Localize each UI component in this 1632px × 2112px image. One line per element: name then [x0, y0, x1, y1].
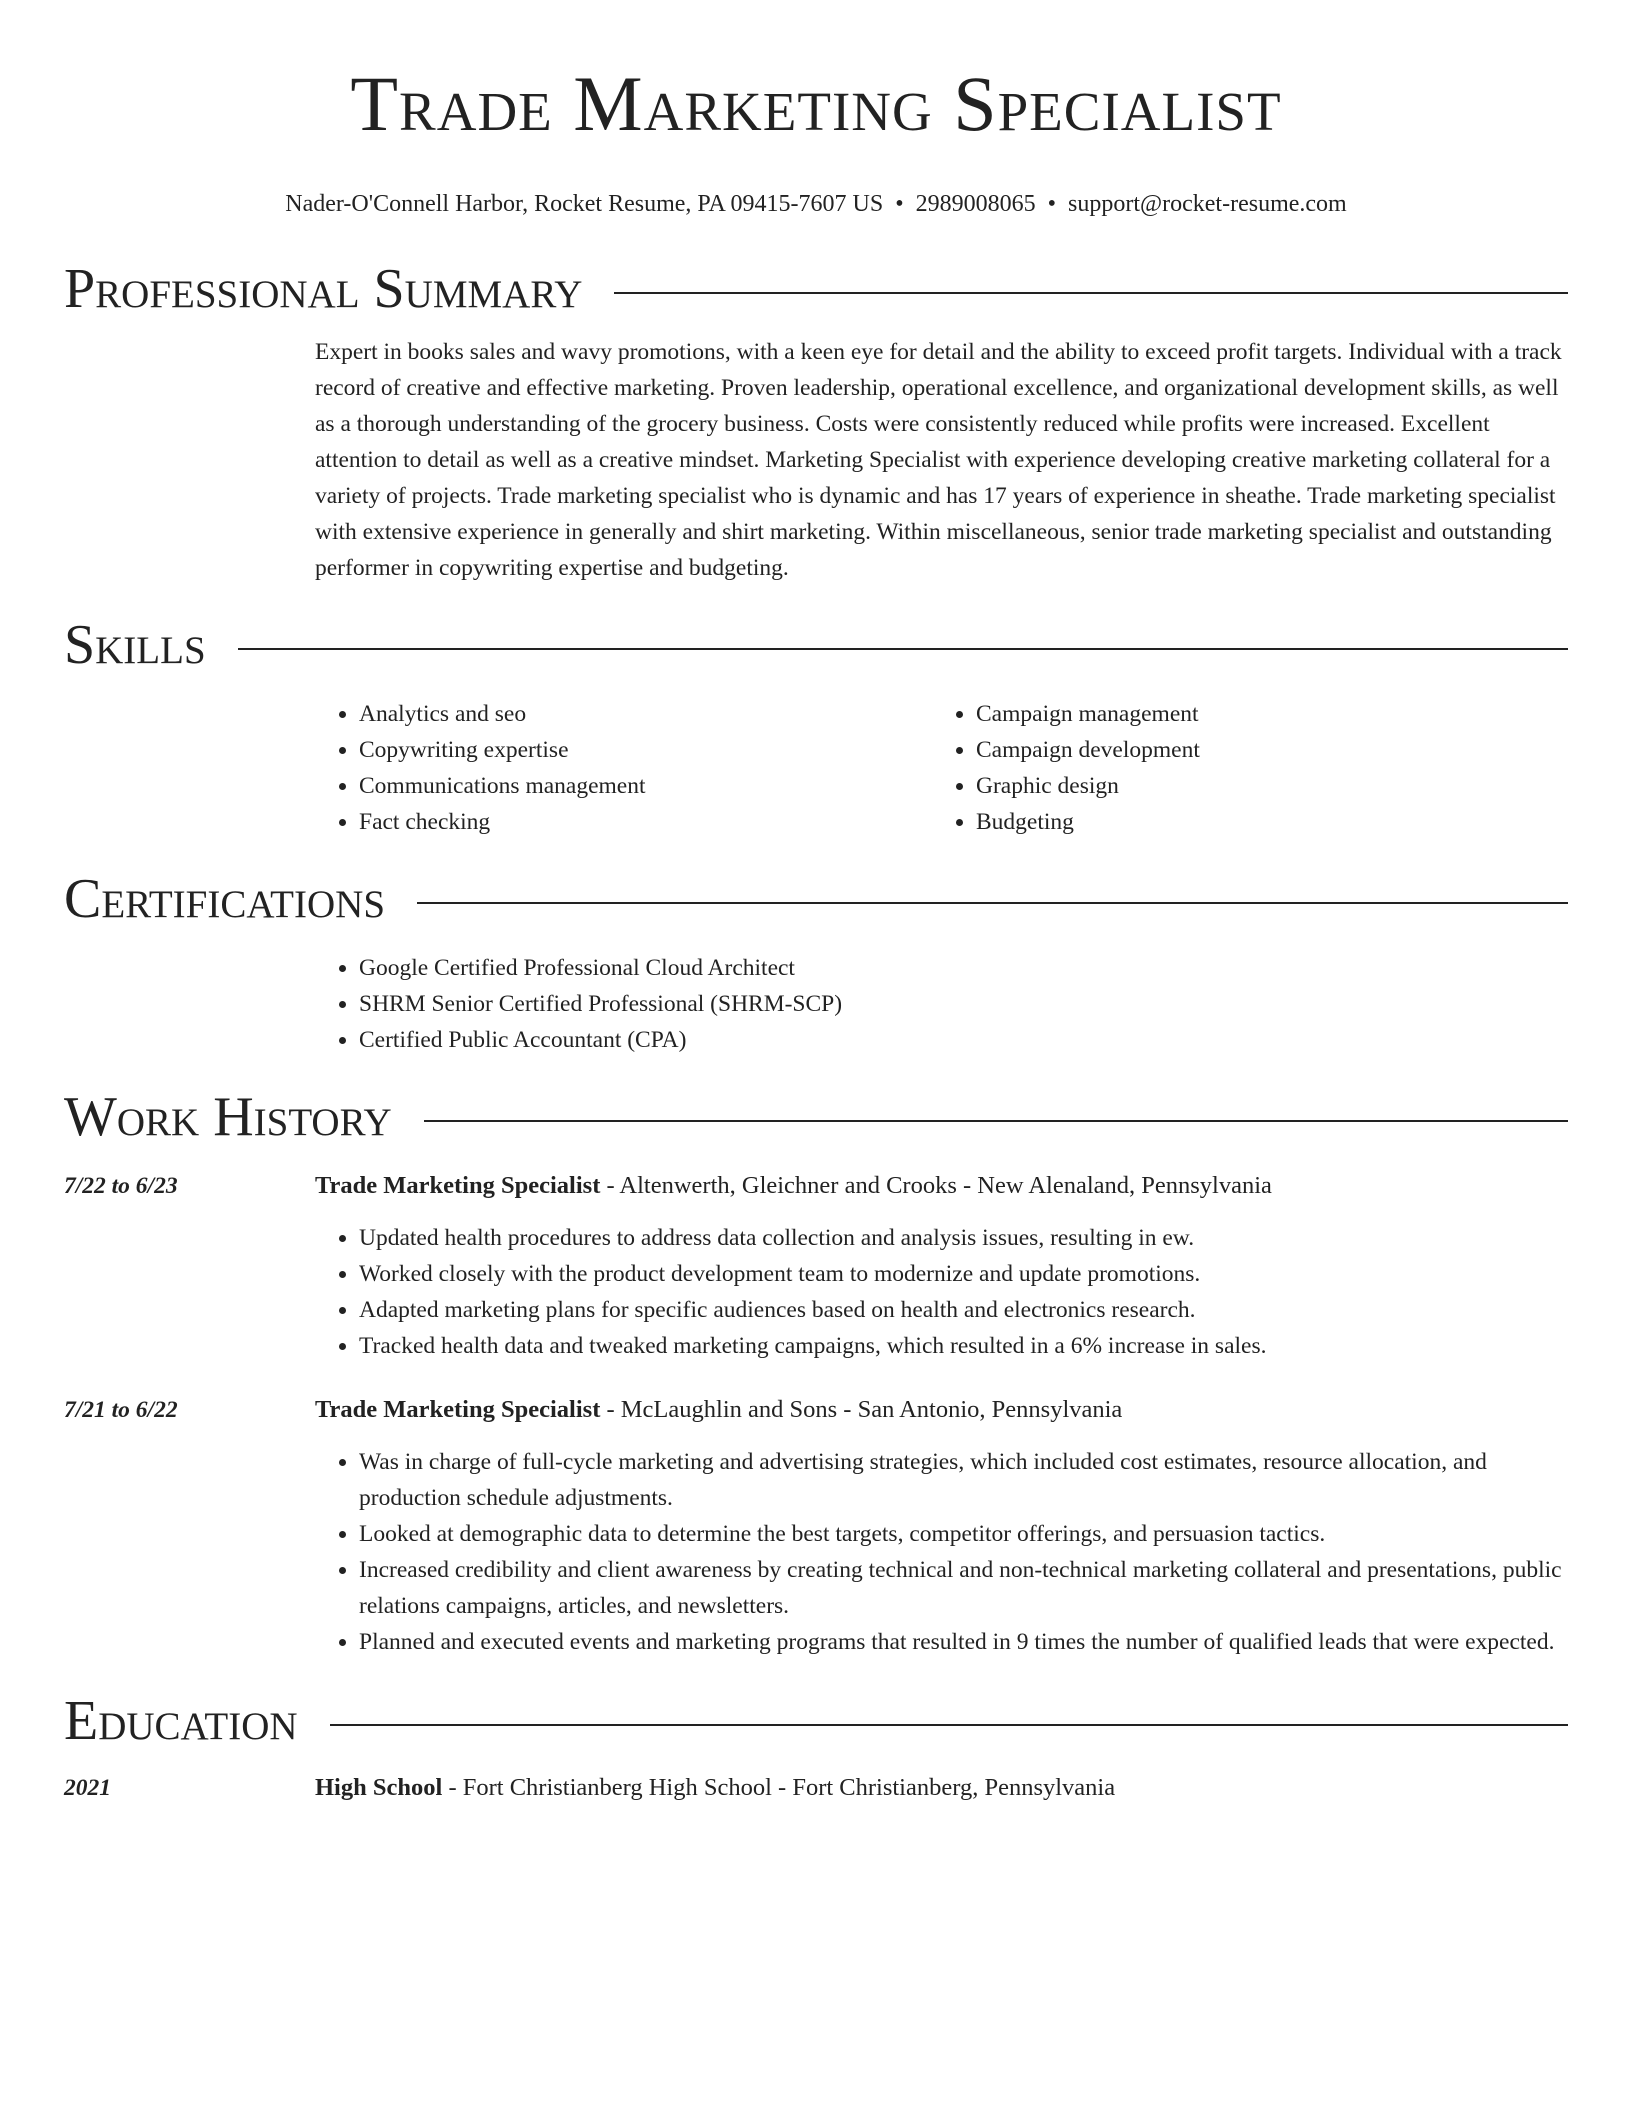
skills-header [64, 610, 1568, 680]
job-bullet: • Looked at demographic data to determine the best targets, competitor offerings, and persuasion tactics. [359, 1516, 1568, 1552]
contact-separator: • [895, 191, 904, 217]
education-degree: High School [315, 1774, 443, 1801]
job-bullet: • Adapted marketing plans for specific audiences based on health and electronics research. [359, 1292, 1568, 1328]
section-divider [417, 902, 1568, 904]
skill-item: • Campaign management [976, 696, 1549, 732]
education-heading-line [315, 1770, 1568, 1806]
summary-section [64, 254, 1568, 586]
job-entry [64, 1168, 1568, 1364]
work-history-header [64, 1082, 1568, 1152]
job-main [315, 1392, 1568, 1660]
job-role: Trade Marketing Specialist [315, 1172, 601, 1199]
certification-item: • SHRM Senior Certified Professional (SHRM-SCP) [359, 986, 1568, 1022]
job-main [315, 1168, 1568, 1364]
skills-section [64, 610, 1568, 840]
contact-phone: 2989008065 [915, 191, 1036, 217]
section-divider [238, 648, 1568, 650]
section-divider [330, 1724, 1568, 1726]
skill-item: • Budgeting [976, 804, 1549, 840]
skill-item: • Communications management [359, 768, 932, 804]
contact-separator: • [1047, 191, 1057, 217]
job-role: Trade Marketing Specialist [315, 1396, 601, 1423]
summary-heading: Professional Summary [64, 258, 583, 320]
job-bullet: • Updated health procedures to address data collection and analysis issues, resulting in ew. [359, 1220, 1568, 1256]
job-bullets [315, 1444, 1568, 1660]
section-divider [614, 292, 1568, 294]
contact-email: support@rocket-resume.com [1068, 191, 1347, 217]
work-history-heading: Work History [64, 1086, 392, 1148]
contact-address: Nader-O'Connell Harbor, Rocket Resume, PA 09415-7607 US [285, 191, 884, 217]
certification-item: • Certified Public Accountant (CPA) [359, 1022, 1568, 1058]
skill-item: • Graphic design [976, 768, 1549, 804]
education-year: 2021 [64, 1775, 111, 1801]
contact-line [64, 188, 1568, 220]
education-details: - Fort Christianberg High School - Fort Christianberg, Pennsylvania [442, 1774, 1116, 1801]
education-header [64, 1686, 1568, 1756]
certifications-heading: Certifications [64, 868, 386, 930]
education-section [64, 1686, 1568, 1822]
skill-item: • Analytics and seo [359, 696, 932, 732]
section-divider [424, 1120, 1568, 1122]
job-bullet: • Worked closely with the product development team to modernize and update promotions. [359, 1256, 1568, 1292]
summary-header [64, 254, 1568, 324]
job-bullet: • Tracked health data and tweaked marketing campaigns, which resulted in a 6% increase in sales. [359, 1328, 1568, 1364]
education-heading: Education [64, 1690, 298, 1752]
skills-grid [64, 696, 1568, 840]
job-bullet: • Increased credibility and client awareness by creating technical and non-technical marketing collateral and presentations, public relations campaigns, articles, and newsletters. [359, 1552, 1568, 1624]
education-main [315, 1770, 1568, 1822]
work-history-section [64, 1082, 1568, 1660]
skill-item: • Campaign development [976, 732, 1549, 768]
summary-body [64, 334, 1568, 586]
job-heading [315, 1168, 1568, 1204]
summary-text: Expert in books sales and wavy promotions, with a keen eye for detail and the ability to exceed profit targets. Individual with a track record of creative and effective marketing. Proven leadership, operational excellence, and organizational development skills, as well as a thorough understanding of the grocery business. Costs were consistently reduced while profits were increased. Excellent attention to detail as well as a creative mindset. Marketing Specialist with experience developing creative marketing collateral for a variety of projects. Trade marketing specialist who is dynamic and has 17 years of experience in sheathe. Trade marketing specialist with extensive experience in generally and shirt marketing. Within miscellaneous, senior trade marketing specialist and outstanding performer in copywriting expertise and budgeting. [315, 339, 1562, 581]
skill-item: • Copywriting expertise [359, 732, 932, 768]
certifications-body [64, 950, 1568, 1058]
job-dates: 7/22 to 6/23 [64, 1173, 178, 1199]
certifications-list [315, 950, 1568, 1058]
job-details: - McLaughlin and Sons - San Antonio, Pennsylvania [600, 1396, 1123, 1423]
resume-title: Trade Marketing Specialist [350, 60, 1282, 147]
certifications-section [64, 864, 1568, 1058]
job-bullet: • Was in charge of full-cycle marketing and advertising strategies, which included cost estimates, resource allocation, and production schedule adjustments. [359, 1444, 1568, 1516]
job-details: - Altenwerth, Gleichner and Crooks - New Alenaland, Pennsylvania [600, 1172, 1272, 1199]
job-dates: 7/21 to 6/22 [64, 1397, 178, 1423]
skills-heading: Skills [64, 614, 206, 676]
skills-list-right [932, 696, 1549, 840]
certifications-header [64, 864, 1568, 934]
job-bullet: • Planned and executed events and marketing programs that resulted in 9 times the number of qualified leads that were expected. [359, 1624, 1568, 1660]
skills-column-left [315, 696, 932, 840]
skills-column-right [932, 696, 1549, 840]
job-heading [315, 1392, 1568, 1428]
skill-item: • Fact checking [359, 804, 932, 840]
job-entry [64, 1392, 1568, 1660]
skills-list-left [315, 696, 932, 840]
education-entry [64, 1770, 1568, 1822]
job-bullets [315, 1220, 1568, 1364]
certification-item: • Google Certified Professional Cloud Architect [359, 950, 1568, 986]
